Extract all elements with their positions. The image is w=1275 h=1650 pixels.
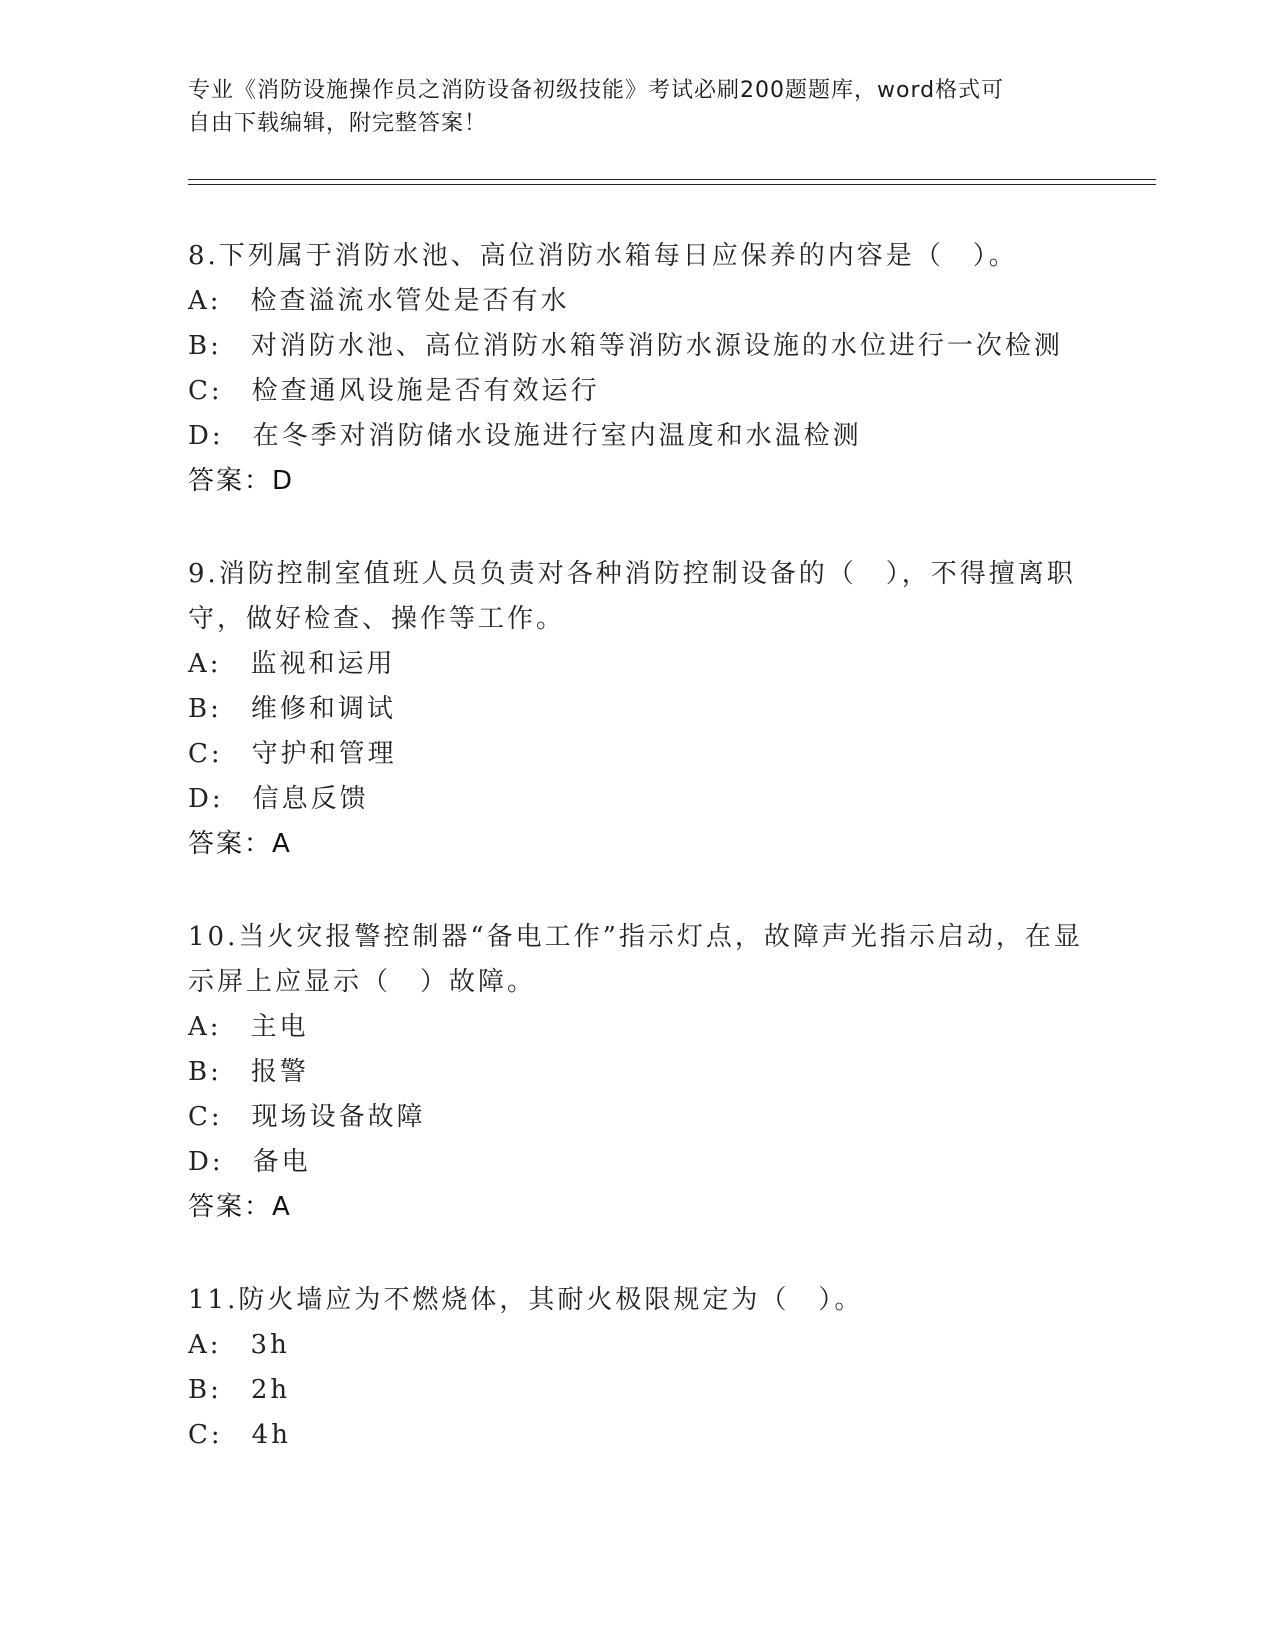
option-c: C: 4h [188,1420,291,1450]
option-a: A: 检查溢流水管处是否有水 [188,286,570,316]
option-b: B: 对消防水池、高位消防水箱等消防水源设施的水位进行一次检测 [188,331,1063,361]
answer-line: 答案：D [188,466,295,496]
question-stem: 9.消防控制室值班人员负责对各种消防控制设备的（ ），不得擅离职守，做好检查、操作等工作。 [188,559,1076,634]
header-line-1: 专业《消防设施操作员之消防设备初级技能》考试必刷200题题库，word格式可 [188,78,1005,103]
question-8 [188,234,1088,504]
question-10 [188,915,1088,1230]
option-a: A: 监视和运用 [188,649,396,679]
header-divider-top [188,179,1156,180]
question-stem: 10.当火灾报警控制器“备电工作”指示灯点，故障声光指示启动，在显示屏上应显示（ ）故障。 [188,922,1083,997]
header-divider-bottom [188,184,1156,185]
answer-line: 答案：A [188,829,292,859]
option-c: C: 守护和管理 [188,739,397,769]
question-stem: 8.下列属于消防水池、高位消防水箱每日应保养的内容是（ ）。 [188,241,1018,271]
question-list [188,234,1088,1506]
option-b: B: 报警 [188,1057,309,1087]
header-line-2: 自由下载编辑，附完整答案！ [188,111,488,136]
option-d: D: 信息反馈 [188,784,369,814]
option-a: A: 3h [188,1330,290,1360]
answer-line: 答案：A [188,1192,292,1222]
question-9 [188,552,1088,867]
document-header [188,74,1068,140]
question-stem: 11.防火墙应为不燃烧体，其耐火极限规定为（ ）。 [188,1285,864,1315]
option-d: D: 备电 [188,1147,311,1177]
option-b: B: 2h [188,1375,291,1405]
option-d: D: 在冬季对消防储水设施进行室内温度和水温检测 [188,421,862,451]
option-b: B: 维修和调试 [188,694,396,724]
option-c: C: 检查通风设施是否有效运行 [188,376,600,406]
option-a: A: 主电 [188,1012,309,1042]
option-c: C: 现场设备故障 [188,1102,426,1132]
question-11 [188,1278,1088,1458]
